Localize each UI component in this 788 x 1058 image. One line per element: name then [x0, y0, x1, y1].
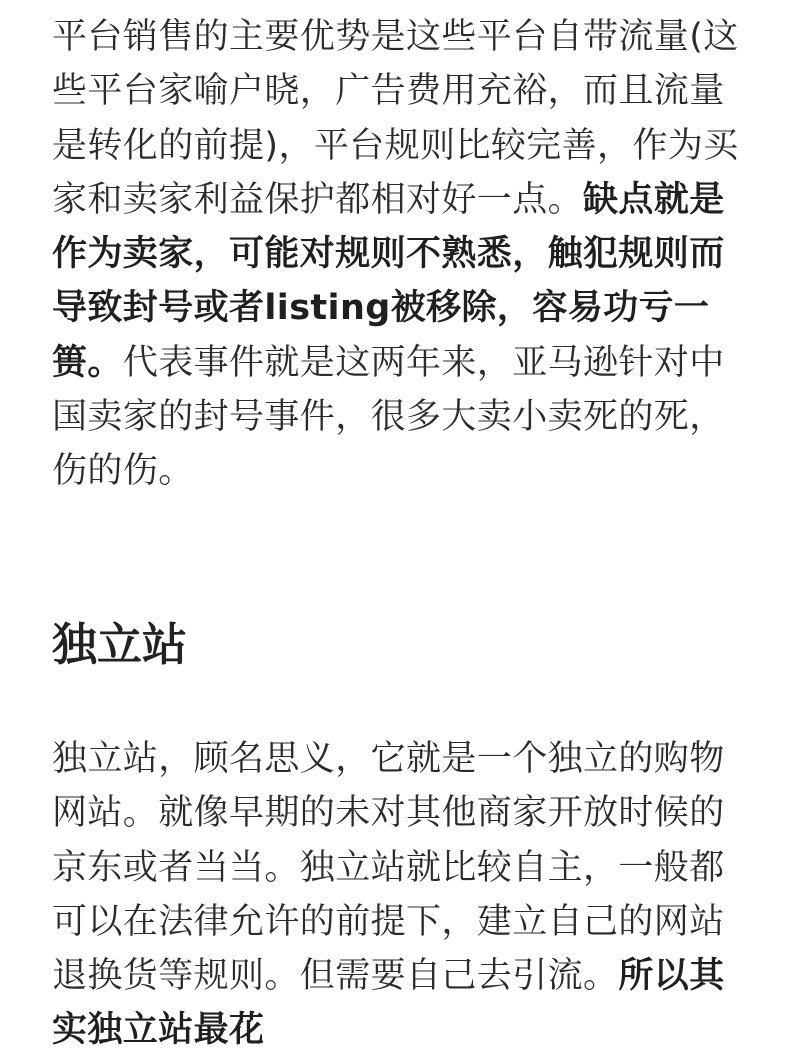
paragraph-text: 代表事件就是这两年来，亚马逊针对中国卖家的封号事件，很多大卖小卖死的死，伤的伤。	[52, 342, 725, 492]
article-body	[52, 10, 742, 1051]
paragraph-independent-site	[52, 732, 742, 1058]
paragraph-platform-sales	[52, 10, 742, 499]
paragraph-bold-text: 缺点就是作为卖家，可能对规则不熟悉，触犯规则而导致封号或者listing被移除，容易功亏一篑。	[52, 179, 725, 383]
paragraph-bold-text: 所以其实独立站最花	[52, 956, 725, 1051]
section-heading-independent-site: 独立站	[52, 618, 188, 671]
paragraph-text: 平台销售的主要优势是这些平台自带流量(这些平台家喻户晓，广告费用充裕，而且流量是转化的前提)，平台规则比较完善，作为买家和卖家利益保护都相对好一点。	[52, 17, 739, 220]
paragraph-text: 独立站，顾名思义，它就是一个独立的购物网站。就像早期的未对其他商家开放时候的京东或者当当。独立站就比较自主，一般都可以在法律允许的前提下，建立自己的网站退换货等规则。但需要自己去引流。	[52, 739, 725, 997]
